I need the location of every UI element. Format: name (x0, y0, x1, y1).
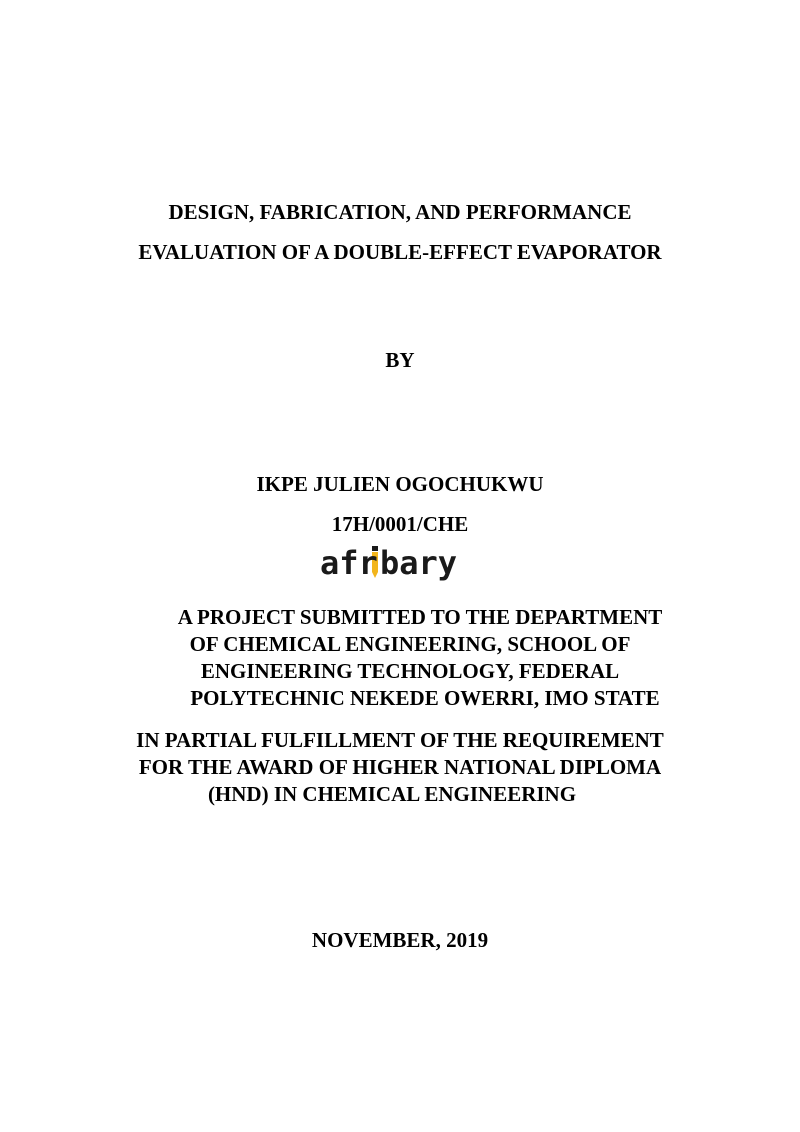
fulfillment-line-2: FOR THE AWARD OF HIGHER NATIONAL DIPLOMA (138, 755, 662, 779)
afribary-logo-text-right: bary (380, 544, 458, 582)
submission-line-2: OF CHEMICAL ENGINEERING, SCHOOL OF (189, 632, 631, 656)
submission-line-3: ENGINEERING TECHNOLOGY, FEDERAL (200, 659, 620, 683)
by-label: BY (385, 348, 415, 372)
afribary-logo-icon (320, 542, 480, 590)
submission-date: NOVEMBER, 2019 (311, 928, 489, 952)
title-line-2: EVALUATION OF A DOUBLE-EFFECT EVAPORATOR (138, 240, 662, 264)
afribary-logo (0, 542, 800, 590)
fulfillment-line-1: IN PARTIAL FULFILLMENT OF THE REQUIREMENT (136, 728, 664, 752)
submission-line-1: A PROJECT SUBMITTED TO THE DEPARTMENT (177, 605, 663, 629)
fulfillment-line-3: (HND) IN CHEMICAL ENGINEERING (207, 782, 577, 806)
afribary-logo-text-left: afr (320, 544, 378, 582)
registration-number: 17H/0001/CHE (331, 512, 469, 536)
submission-line-4: POLYTECHNIC NEKEDE OWERRI, IMO STATE (190, 686, 660, 710)
title-line-1: DESIGN, FABRICATION, AND PERFORMANCE (168, 200, 632, 224)
author-name: IKPE JULIEN OGOCHUKWU (256, 472, 544, 496)
